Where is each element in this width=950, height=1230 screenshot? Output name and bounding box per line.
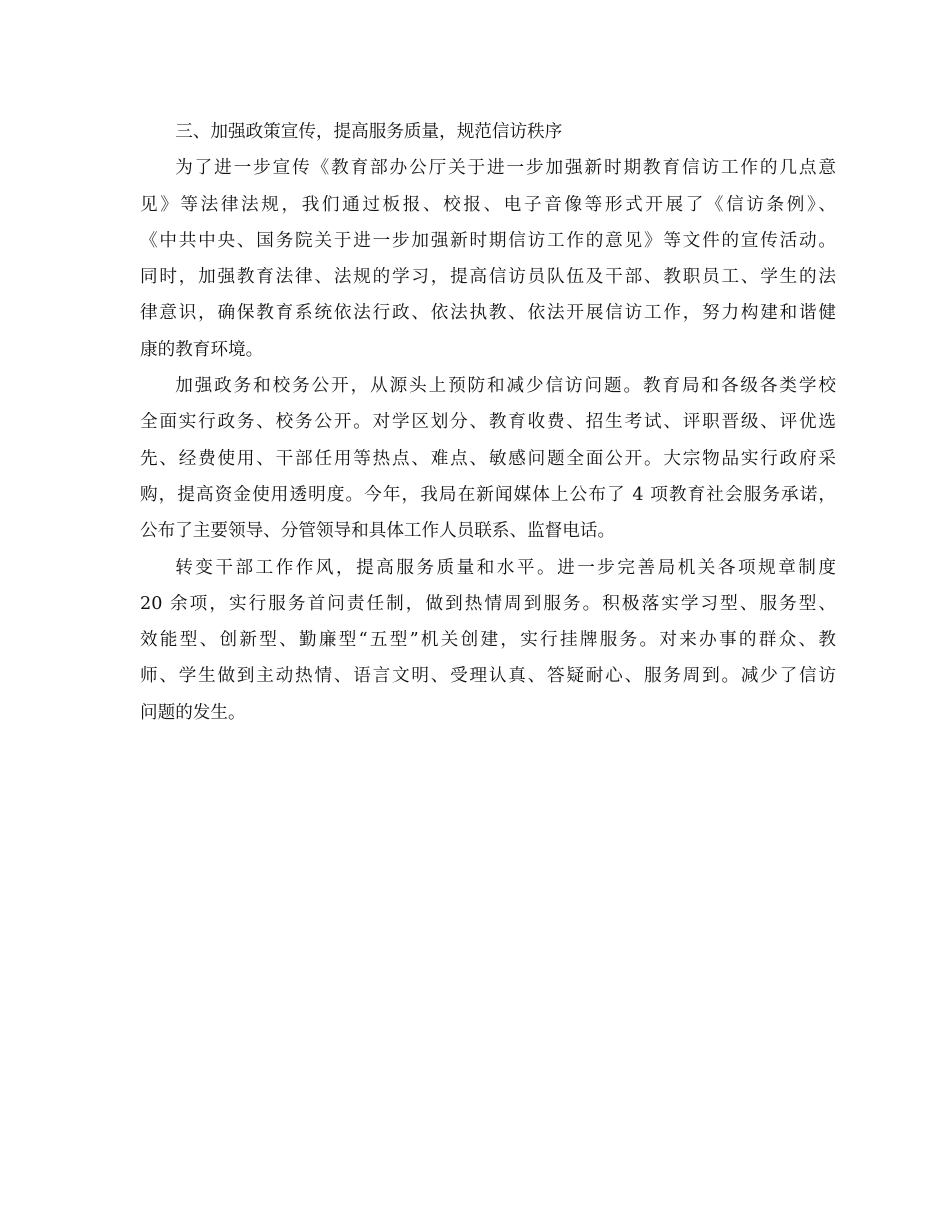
- paragraph-3: [140, 550, 836, 731]
- paragraph-line: 《中共中央、国务院关于进一步加强新时期信访工作的意见》等文件的宣传活动。: [140, 230, 836, 251]
- paragraph-line: 20 余项，实行服务首问责任制，做到热情周到服务。积极落实学习型、服务型、: [140, 593, 836, 614]
- paragraph-2: [140, 368, 836, 549]
- paragraph-line: 为了进一步宣传《教育部办公厅关于进一步加强新时期教育信访工作的几点意: [175, 158, 836, 179]
- paragraph-line: 效能型、创新型、勤廉型“五型”机关创建，实行挂牌服务。对来办事的群众、教: [140, 630, 836, 651]
- paragraph-line: 康的教育环境。: [140, 339, 264, 360]
- section-heading: 三、加强政策宣传，提高服务质量，规范信访秩序: [175, 122, 563, 142]
- paragraph-line: 全面实行政务、校务公开。对学区划分、教育收费、招生考试、评职晋级、评优选: [140, 412, 836, 433]
- paragraph-1: [140, 150, 836, 368]
- paragraph-line: 律意识，确保教育系统依法行政、依法执教、依法开展信访工作，努力构建和谐健: [140, 303, 836, 324]
- paragraph-line: 师、学生做到主动热情、语言文明、受理认真、答疑耐心、服务周到。减少了信访: [140, 666, 836, 687]
- paragraph-line: 购，提高资金使用透明度。今年，我局在新闻媒体上公布了 4 项教育社会服务承诺，: [140, 484, 836, 505]
- paragraph-line: 同时，加强教育法律、法规的学习，提高信访员队伍及干部、教职员工、学生的法: [140, 267, 836, 288]
- paragraph-line: 先、经费使用、干部任用等热点、难点、敏感问题全面公开。大宗物品实行政府采: [140, 448, 836, 469]
- paragraph-line: 见》等法律法规，我们通过板报、校报、电子音像等形式开展了《信访条例》、: [140, 194, 836, 215]
- paragraph-line: 加强政务和校务公开，从源头上预防和减少信访问题。教育局和各级各类学校: [175, 376, 836, 397]
- paragraph-line: 公布了主要领导、分管领导和具体工作人员联系、监督电话。: [140, 521, 616, 542]
- paragraph-line: 转变干部工作作风，提高服务质量和水平。进一步完善局机关各项规章制度: [175, 557, 836, 578]
- document-body: [140, 114, 836, 731]
- paragraph-line: 问题的发生。: [140, 702, 246, 723]
